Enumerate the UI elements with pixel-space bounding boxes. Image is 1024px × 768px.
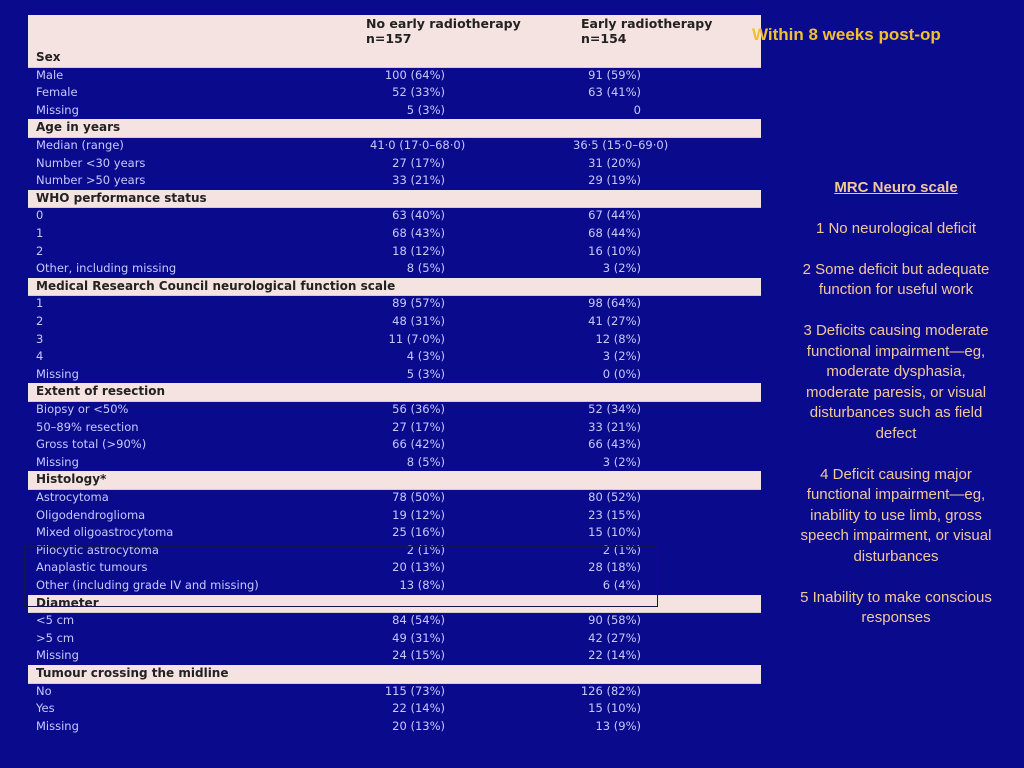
cell-early-rt: 52 (34%): [588, 402, 641, 416]
cell-early-rt: 0 (0%): [602, 366, 641, 381]
section-header-row: [28, 665, 761, 683]
header-early-radiotherapy: [581, 16, 712, 46]
table-row: [28, 401, 761, 419]
cell-early-rt: 33 (21%): [588, 419, 641, 434]
section-header-row: [28, 190, 761, 208]
table-row: [28, 313, 761, 331]
row-label: Male: [36, 67, 64, 82]
row-label: Missing: [36, 648, 79, 663]
table-row: [28, 331, 761, 349]
table-row: [28, 172, 761, 190]
cell-early-rt: 126 (82%): [580, 683, 641, 698]
mrc-neuro-scale-legend: [793, 178, 999, 649]
cell-no-early-rt: 24 (15%): [392, 648, 445, 663]
cell-early-rt: 41 (27%): [588, 314, 641, 328]
cell-no-early-rt: 115 (73%): [384, 683, 445, 698]
cell-early-rt: 23 (15%): [588, 507, 641, 522]
cell-no-early-rt: 5 (3%): [406, 366, 445, 381]
cell-no-early-rt: 27 (17%): [392, 419, 445, 434]
side-title: Within 8 weeks post-op: [752, 25, 941, 44]
cell-early-rt: 36·5 (15·0–69·0): [573, 138, 669, 152]
table-row: [28, 207, 761, 225]
header-label: No early radiotherapy: [366, 16, 521, 31]
cell-early-rt: 15 (10%): [588, 701, 641, 716]
cell-early-rt: 63 (41%): [588, 85, 641, 100]
cell-no-early-rt: 8 (5%): [406, 261, 445, 276]
legend-item: 2 Some deficit but adequate function for useful work: [802, 260, 990, 298]
cell-no-early-rt: 33 (21%): [392, 173, 445, 188]
cell-early-rt: 6 (4%): [602, 578, 641, 592]
row-label: >5 cm: [36, 630, 75, 645]
row-label: 2: [36, 314, 44, 328]
row-label: Biopsy or <50%: [36, 402, 129, 416]
legend-item: 5 Inability to make conscious responses: [800, 588, 992, 626]
cell-early-rt: 91 (59%): [588, 67, 641, 82]
table-row: [28, 436, 761, 454]
table-row: [28, 137, 761, 155]
table-row: [28, 612, 761, 630]
row-label: Missing: [36, 366, 79, 381]
cell-no-early-rt: 78 (50%): [392, 490, 445, 504]
row-label: Female: [36, 85, 78, 100]
header-label: Early radiotherapy: [581, 16, 713, 31]
table-row: [28, 155, 761, 173]
row-label: Astrocytoma: [36, 490, 109, 504]
cell-no-early-rt: 27 (17%): [392, 155, 445, 170]
cell-no-early-rt: 22 (14%): [392, 701, 445, 716]
cell-no-early-rt: 52 (33%): [392, 85, 445, 100]
row-label: 2: [36, 243, 44, 258]
table-row: [28, 507, 761, 525]
section-header-row: [28, 278, 761, 296]
row-label: Median (range): [36, 138, 124, 152]
cell-early-rt: 29 (19%): [588, 173, 641, 188]
cell-early-rt: 68 (44%): [588, 226, 641, 240]
row-label: 1: [36, 226, 44, 240]
header-count: n=154: [581, 31, 627, 46]
row-label: Missing: [36, 454, 79, 469]
cell-no-early-rt: 19 (12%): [392, 507, 445, 522]
table-row: [28, 647, 761, 665]
table-row: [28, 225, 761, 243]
cell-no-early-rt: 13 (8%): [399, 578, 445, 592]
row-label: 4: [36, 349, 44, 364]
section-label: Extent of resection: [36, 384, 165, 399]
table-row: [28, 454, 761, 472]
section-label: Age in years: [36, 120, 121, 135]
table-row: [28, 366, 761, 384]
cell-early-rt: 3 (2%): [602, 454, 641, 469]
histology-highlight-box: [24, 546, 658, 607]
section-header-row: [28, 383, 761, 401]
cell-no-early-rt: 41·0 (17·0–68·0): [370, 138, 466, 152]
cell-no-early-rt: 56 (36%): [392, 402, 445, 416]
cell-early-rt: 98 (64%): [588, 296, 641, 311]
row-label: Pilocytic astrocytoma: [36, 542, 159, 557]
cell-no-early-rt: 11 (7·0%): [388, 331, 445, 346]
header-no-early-radiotherapy: [366, 16, 521, 46]
header-count: n=157: [366, 31, 412, 46]
row-label: 1: [36, 296, 44, 311]
row-label: Gross total (>90%): [36, 437, 147, 452]
cell-early-rt: 3 (2%): [602, 261, 641, 276]
section-label: Medical Research Council neurological function scale: [36, 278, 396, 293]
table-row: [28, 102, 761, 120]
row-label: Number >50 years: [36, 173, 146, 188]
table-row: [28, 700, 761, 718]
cell-early-rt: 31 (20%): [588, 155, 641, 170]
row-label: 50–89% resection: [36, 419, 139, 434]
cell-no-early-rt: 20 (13%): [392, 560, 445, 575]
cell-no-early-rt: 89 (57%): [392, 296, 445, 311]
row-label: 3: [36, 331, 44, 346]
row-label: No: [36, 683, 52, 698]
cell-early-rt: 90 (58%): [588, 613, 641, 628]
cell-early-rt: 42 (27%): [588, 630, 641, 645]
cell-no-early-rt: 2 (1%): [406, 542, 445, 557]
section-header-row: [28, 119, 761, 137]
row-label: Other, including missing: [36, 261, 177, 276]
section-label: Diameter: [36, 595, 99, 610]
cell-early-rt: 80 (52%): [588, 490, 641, 504]
cell-early-rt: 2 (1%): [602, 542, 641, 557]
legend-item: 3 Deficits causing moderate functional impairment—eg, moderate dysphasia, moderate paresis, or visual disturbances such as field defect: [803, 322, 989, 442]
cell-no-early-rt: 49 (31%): [392, 630, 445, 645]
cell-early-rt: 22 (14%): [588, 648, 641, 663]
cell-no-early-rt: 25 (16%): [392, 525, 445, 540]
row-label: Anaplastic tumours: [36, 560, 148, 575]
cell-early-rt: 15 (10%): [588, 525, 641, 540]
cell-no-early-rt: 4 (3%): [406, 349, 445, 364]
row-label: Number <30 years: [36, 155, 146, 170]
row-label: 0: [36, 208, 44, 223]
cell-no-early-rt: 100 (64%): [384, 67, 445, 82]
section-label: WHO performance status: [36, 190, 207, 205]
row-label: <5 cm: [36, 613, 75, 628]
cell-no-early-rt: 66 (42%): [392, 437, 445, 452]
cell-no-early-rt: 84 (54%): [392, 613, 445, 628]
table-header: [28, 15, 761, 49]
cell-early-rt: 13 (9%): [595, 718, 641, 733]
table-row: [28, 348, 761, 366]
cell-early-rt: 0: [633, 102, 641, 117]
table-row: [28, 419, 761, 437]
cell-early-rt: 67 (44%): [588, 208, 641, 223]
section-label: Tumour crossing the midline: [36, 666, 229, 680]
table-row: [28, 524, 761, 542]
table-row: [28, 295, 761, 313]
section-header-row: [28, 471, 761, 489]
legend-title: MRC Neuro scale: [834, 179, 958, 196]
row-label: Missing: [36, 102, 79, 117]
table-row: [28, 489, 761, 507]
table-row: [28, 67, 761, 85]
legend-item: 1 No neurological deficit: [815, 219, 977, 237]
cell-no-early-rt: 68 (43%): [392, 226, 445, 240]
row-label: Other (including grade IV and missing): [36, 578, 259, 592]
section-label: Sex: [36, 50, 61, 64]
section-header-row: [28, 49, 761, 67]
cell-early-rt: 3 (2%): [602, 349, 641, 364]
row-label: Mixed oligoastrocytoma: [36, 525, 174, 540]
table-row: [28, 683, 761, 701]
cell-early-rt: 28 (18%): [588, 560, 641, 575]
baseline-characteristics-table: [28, 15, 761, 742]
table-row: [28, 260, 761, 278]
row-label: Missing: [36, 718, 79, 733]
cell-no-early-rt: 8 (5%): [406, 454, 445, 469]
table-row: [28, 84, 761, 102]
row-label: Yes: [36, 701, 55, 716]
table-row: [28, 630, 761, 648]
cell-no-early-rt: 63 (40%): [392, 208, 445, 223]
section-label: Histology*: [36, 472, 107, 487]
cell-no-early-rt: 20 (13%): [392, 718, 445, 733]
table-row: [28, 718, 761, 736]
table-row: [28, 243, 761, 261]
cell-no-early-rt: 48 (31%): [392, 314, 445, 328]
cell-early-rt: 16 (10%): [588, 243, 641, 258]
cell-no-early-rt: 18 (12%): [392, 243, 445, 258]
cell-no-early-rt: 5 (3%): [406, 102, 445, 117]
cell-early-rt: 66 (43%): [588, 437, 641, 452]
legend-item: 4 Deficit causing major functional impairment—eg, inability to use limb, gross speech impairment, or visual disturbances: [800, 465, 992, 565]
cell-early-rt: 12 (8%): [595, 331, 641, 346]
row-label: Oligodendroglioma: [36, 507, 146, 522]
